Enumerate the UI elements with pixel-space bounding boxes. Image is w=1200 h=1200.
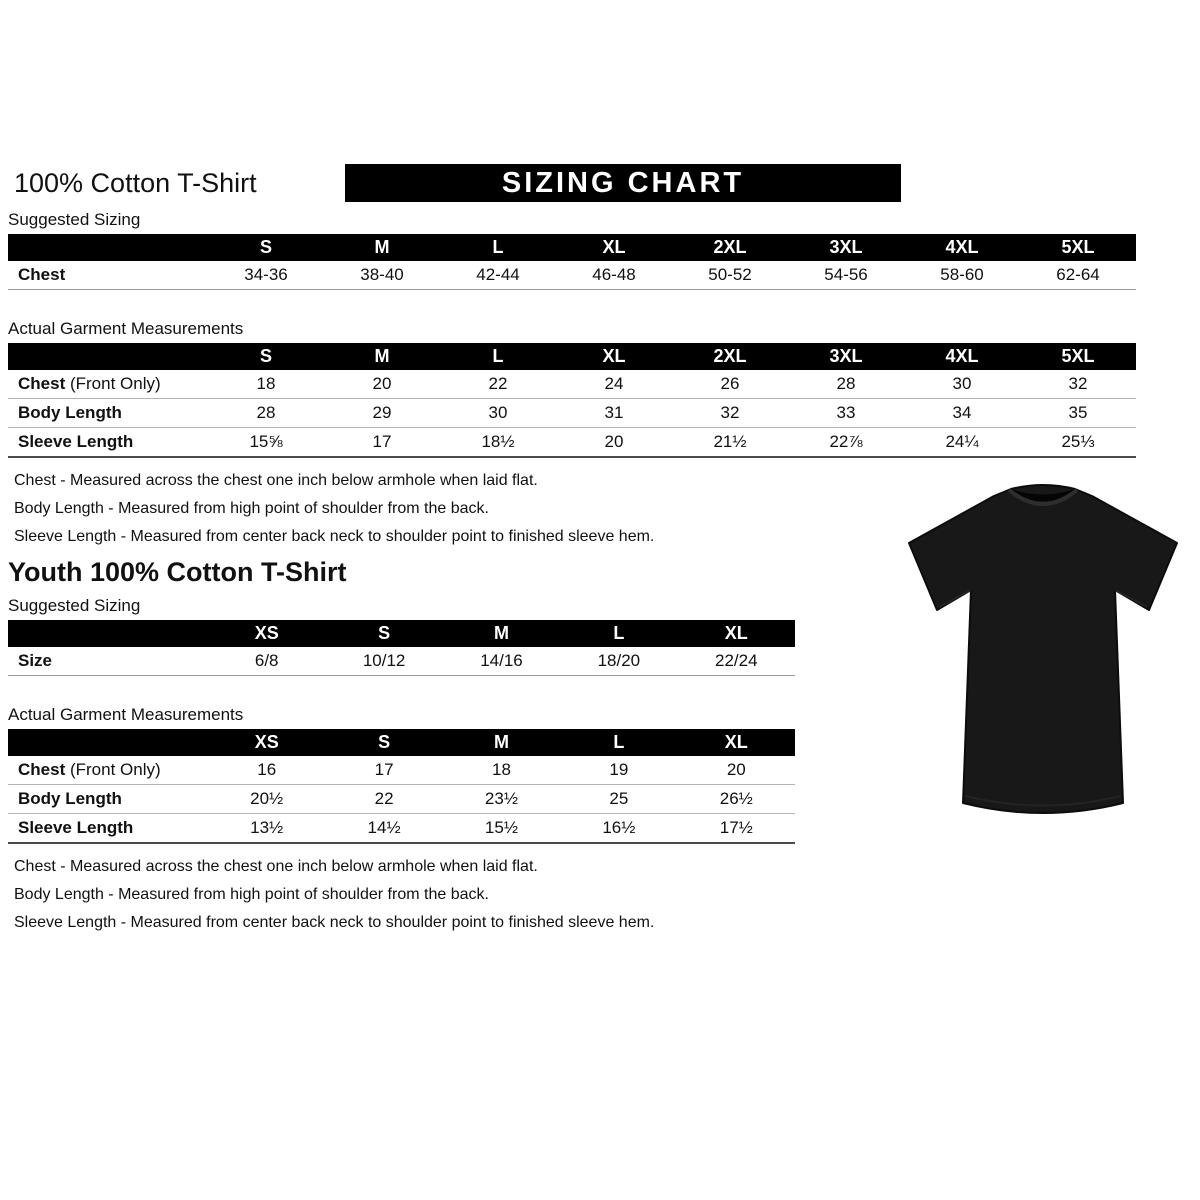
youth-suggested-table	[8, 620, 795, 676]
size-column-header: XL	[556, 343, 672, 370]
size-value-cell: 20	[604, 432, 624, 451]
note-body-length: Body Length - Measured from high point of shoulder from the back.	[14, 500, 489, 517]
size-value-cell: 14/16	[480, 651, 523, 670]
note-chest: Chest - Measured across the chest one inch below armhole when laid flat.	[14, 472, 538, 489]
size-value-cell: 22/24	[715, 651, 758, 670]
size-value-cell: 17	[372, 432, 392, 451]
size-value-cell: 20	[726, 760, 746, 779]
size-header-row	[8, 620, 795, 647]
size-value-cell: 18	[256, 374, 276, 393]
size-value-cell: 30	[488, 403, 508, 422]
adult-suggested-table	[8, 234, 1136, 290]
size-value-cell: 46-48	[592, 265, 636, 284]
actual-measurements-label: Actual Garment Measurements	[8, 319, 244, 338]
note-body-length: Body Length - Measured from high point of shoulder from the back.	[14, 886, 489, 903]
size-column-header: L	[440, 234, 556, 261]
size-column-header: M	[443, 729, 560, 756]
youth-measurement-notes	[8, 857, 1192, 933]
measurement-row	[8, 261, 1136, 290]
note-sleeve-length: Sleeve Length - Measured from center back neck to shoulder point to finished sleeve hem.	[14, 914, 655, 931]
measurement-row	[8, 814, 795, 844]
size-value-cell: 14½	[367, 818, 401, 837]
size-value-cell: 18½	[481, 432, 515, 451]
size-value-cell: 33	[836, 403, 856, 422]
size-value-cell: 24	[604, 374, 624, 393]
size-value-cell: 22	[488, 374, 508, 393]
note-sleeve-length: Sleeve Length - Measured from center back neck to shoulder point to finished sleeve hem.	[14, 528, 655, 545]
size-value-cell: 16½	[602, 818, 636, 837]
size-value-cell: 15½	[484, 818, 519, 837]
header-spacer	[8, 343, 208, 370]
size-column-header: M	[324, 234, 440, 261]
size-value-cell: 30	[952, 374, 972, 393]
size-value-cell: 17	[374, 760, 394, 779]
size-value-cell: 15⅝	[249, 432, 283, 451]
size-header-row	[8, 343, 1136, 370]
suggested-sizing-label: Suggested Sizing	[8, 210, 141, 229]
size-value-cell: 18	[492, 760, 511, 779]
youth-actual-table	[8, 729, 795, 844]
row-label: Body Length	[18, 403, 122, 422]
size-value-cell: 20	[372, 374, 392, 393]
size-column-header: 5XL	[1020, 343, 1136, 370]
size-value-cell: 25⅓	[1061, 432, 1095, 451]
size-value-cell: 22	[374, 789, 394, 808]
size-column-header: M	[324, 343, 440, 370]
row-label: Chest (Front Only)	[18, 374, 161, 393]
size-value-cell: 42-44	[476, 265, 520, 284]
youth-suggested-sizing-label: Suggested Sizing	[8, 596, 141, 615]
measurement-row	[8, 399, 1136, 428]
size-column-header: 3XL	[788, 234, 904, 261]
size-value-cell: 23½	[484, 789, 519, 808]
size-column-header: 2XL	[672, 343, 788, 370]
size-column-header: 2XL	[672, 234, 788, 261]
size-value-cell: 58-60	[940, 265, 984, 284]
size-value-cell: 32	[1068, 374, 1088, 393]
size-column-header: S	[325, 620, 442, 647]
row-label: Chest	[18, 265, 66, 284]
size-column-header: 3XL	[788, 343, 904, 370]
adult-actual-section	[8, 319, 1192, 458]
size-value-cell: 29	[372, 403, 392, 422]
size-value-cell: 26	[720, 374, 740, 393]
size-column-header: L	[440, 343, 556, 370]
size-column-header: M	[443, 620, 560, 647]
size-value-cell: 54-56	[824, 265, 868, 284]
size-value-cell: 31	[604, 403, 624, 422]
sizing-chart-banner: SIZING CHART	[345, 164, 901, 202]
size-value-cell: 50-52	[708, 265, 752, 284]
page-title: 100% Cotton T-Shirt	[14, 167, 257, 198]
size-value-cell: 13½	[250, 818, 284, 837]
youth-actual-measurements-label: Actual Garment Measurements	[8, 705, 244, 724]
tshirt-graphic	[893, 478, 1193, 838]
size-value-cell: 19	[609, 760, 629, 779]
adult-suggested-section	[8, 210, 1192, 290]
size-column-header: XL	[556, 234, 672, 261]
size-value-cell: 34-36	[244, 265, 288, 284]
size-value-cell: 32	[720, 403, 740, 422]
size-value-cell: 35	[1068, 403, 1088, 422]
size-column-header: XL	[678, 729, 795, 756]
size-value-cell: 6/8	[254, 651, 279, 670]
size-value-cell: 24¼	[945, 432, 979, 451]
size-column-header: 4XL	[904, 234, 1020, 261]
size-header-row	[8, 729, 795, 756]
size-column-header: S	[208, 234, 324, 261]
size-column-header: S	[208, 343, 324, 370]
size-value-cell: 10/12	[362, 651, 406, 670]
size-value-cell: 20½	[250, 789, 284, 808]
size-value-cell: 18/20	[597, 651, 641, 670]
size-column-header: XL	[678, 620, 795, 647]
note-chest: Chest - Measured across the chest one inch below armhole when laid flat.	[14, 858, 538, 875]
black-tshirt-image	[893, 478, 1193, 838]
row-label: Chest (Front Only)	[18, 760, 161, 779]
size-header-row	[8, 234, 1136, 261]
size-column-header: L	[560, 729, 677, 756]
header-spacer	[8, 729, 208, 756]
size-value-cell: 22⅞	[829, 432, 863, 451]
measurement-row	[8, 785, 795, 814]
size-column-header: S	[325, 729, 442, 756]
row-label: Sleeve Length	[18, 432, 134, 451]
size-column-header: XS	[208, 729, 325, 756]
measurement-row	[8, 647, 795, 676]
header-spacer	[8, 234, 208, 261]
size-value-cell: 62-64	[1056, 265, 1100, 284]
size-value-cell: 34	[952, 403, 972, 422]
row-label: Body Length	[18, 789, 122, 808]
measurement-row	[8, 428, 1136, 458]
size-value-cell: 21½	[713, 432, 747, 451]
size-value-cell: 16	[257, 760, 277, 779]
youth-title: Youth 100% Cotton T-Shirt	[8, 557, 347, 587]
size-column-header: 4XL	[904, 343, 1020, 370]
adult-actual-table	[8, 343, 1136, 458]
row-label: Size	[18, 651, 53, 670]
row-label: Sleeve Length	[18, 818, 134, 837]
size-value-cell: 28	[836, 374, 856, 393]
size-column-header: XS	[208, 620, 325, 647]
measurement-row	[8, 756, 795, 785]
size-value-cell: 26½	[719, 789, 753, 808]
size-value-cell: 38-40	[360, 265, 404, 284]
size-column-header: 5XL	[1020, 234, 1136, 261]
measurement-row	[8, 370, 1136, 399]
header-spacer	[8, 620, 208, 647]
size-value-cell: 17½	[719, 818, 753, 837]
size-value-cell: 25	[609, 789, 629, 808]
size-value-cell: 28	[256, 403, 276, 422]
title-row	[8, 163, 1192, 203]
size-column-header: L	[560, 620, 677, 647]
